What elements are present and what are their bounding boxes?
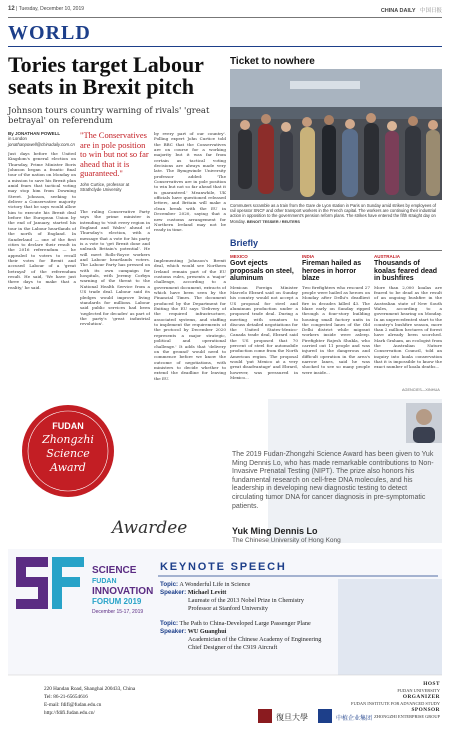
publication-name-cn: 中国日报 [419, 8, 442, 14]
speaker-2-desc-1: Academician of the Chinese Academy of Engineering [188, 636, 322, 643]
speaker-1-desc-1: Laureate of the 2013 Nobel Prize in Chemistry [188, 597, 304, 604]
section-rule [8, 46, 442, 47]
page-number: 12 [8, 6, 15, 12]
forum-address: 220 Handan Road, Shanghai 200433, China [44, 686, 136, 692]
byline [8, 131, 76, 147]
agency-credit: AGENCIES—XINHUA [402, 388, 440, 392]
brief-item [302, 254, 370, 375]
forum-hosts [351, 681, 440, 721]
photo-caption [230, 203, 442, 225]
award-logo-line3: Science [46, 447, 90, 460]
publication-name [381, 6, 442, 14]
keynote-title: KEYNOTE SPEECH [160, 561, 287, 573]
brief-region: INDIA [302, 254, 315, 259]
zhongzhi-logo-text: 中植企业集团 [336, 715, 373, 722]
topic-1-title: A Wonderful Life in Science [179, 581, 251, 588]
byline-email[interactable]: jonathanpowell@chinadaily.com.cn [8, 141, 75, 147]
host-label: HOST [423, 681, 440, 687]
forum-logo-icon [16, 557, 48, 609]
issue-date: Tuesday, December 10, 2019 [18, 6, 85, 12]
page-header [8, 6, 442, 16]
forum-logo-line1: SCIENCE [92, 565, 137, 576]
speaker-label: Speaker: [160, 628, 187, 635]
award-logo-line1: FUDAN [52, 421, 84, 431]
speaker-label: Speaker: [160, 589, 187, 596]
sponsor-label: SPONSOR [411, 707, 440, 714]
story-column-1: Just days before the United Kingdom's general election on Thursday, Prime Minister Boris Johnson began a frantic final tour of the nation on Monday on a mission to save his Brexit plan amid fears that tactical voting may stop him from Downing Street. Johnson, seeking to deliver a Conservative majority victory that he says would allow him to execute his Brexit deal before the European Union by the end of January, started his tour in the Labour heartlands of the north of England. In Sunderland — one of the first cities to declare their result in the 2016 referendum — he appealed to voters to recall their votes for Brexit and accused Labour of a 'great betrayal' of the referendum result. He said, 'We have just three days to make that a reality,' he said. [8, 151, 76, 290]
forum-logo-line2: FUDAN [92, 578, 117, 585]
divider-bar: | [16, 6, 19, 12]
organizer-label: ORGANIZER [402, 694, 440, 701]
brief-body: Mexican Foreign Minister Marcelo Ebrard said on Sunday his country would not accept a US proposal for steel and aluminum production under a proposed trade deal. During a meeting with senators to discuss detailed negotiations for the United States-Mexico-Canada trade deal, Ebrard said the US proposed that 70 percent of steel for automobile production come from the North American region. The proposal would 'put Mexico at a very great disadvantage' and Ebrard, however, was pressured in Mexico... [230, 284, 298, 380]
brief-headline: Govt ejects proposals on steel, aluminum [230, 260, 294, 283]
speaker-2-name: WU Guanghui [187, 628, 227, 635]
pull-quote [80, 131, 150, 192]
news-photo [230, 69, 442, 200]
speaker-1-desc-2: Professor at Stanford University [188, 605, 268, 612]
keynote-speaker-1 [160, 589, 226, 596]
forum-logo-line3: INNOVATION [92, 586, 154, 597]
story-deck: Johnson tours country warning of rivals' 'great betrayal' on referendum [8, 106, 210, 126]
brief-body: Two firefighters who rescued 27 people were hailed as heroes on Monday after Delhi's deadliest fire in decades killed 43. The blaze early on Sunday ripped through a four-story building housing small factory units in the congested lanes of the Old Delhi district while migrant workers inside were asleep. Firefighter Rajesh Shukla, who carried out 11 people and was injured in the dangerous and difficult operation in the area's narrow lanes, said he was shocked to see so many people were inside... [302, 284, 370, 375]
keynote-topic-2 [160, 620, 311, 627]
speaker-2-desc-2: Chief Designer of the C919 Aircraft [188, 644, 278, 651]
byline-place: in London [8, 136, 27, 142]
awardee-label: Awardee [112, 518, 188, 538]
byline-name: By JONATHAN POWELL [8, 131, 61, 136]
brief-region: AUSTRALIA [374, 254, 400, 259]
forum-dates: December 15-17, 2019 [92, 609, 144, 615]
brief-region: MEXICO [230, 254, 248, 259]
topic-label: Topic: [160, 581, 179, 588]
story-column-2: The ruling Conservative Party says the prime minister is intending to 'visit every region in England and Wales' ahead of Thursday's election, with a message that a vote for his party is a vote to 'get Brexit done and unleash Britain's potential'. He will meet Rolls-Royce workers and Labour heartlands voters. The Labour Party has pressed on with its own campaign for hospitals, with Jeremy Corbyn warning of the threat to the National Health Service from a US trade deal. Labour said its pledges would improve living standards for millions. Labour said public services had been 'neglected for decades' as part of the party's 'great industrial revolution'. [80, 209, 150, 327]
sponsor-name: ZHONGZHI ENTERPRISE GROUP [374, 714, 440, 720]
brief-item [374, 254, 442, 370]
publication-name-en: CHINA DAILY [380, 8, 416, 14]
photo-caption-text: Commuters scramble as a train from the Gare de Lyon station in Paris on Sunday amid strikes by employees of rail operator SNCF and other transport workers in the French capital. The workers are continuing their industrial action in opposition to the government's pension reform plans. The strikes have entered the fifth straight day on Monday. [230, 203, 437, 224]
brief-headline: Thousands of koalas feared dead in bushfires [374, 260, 438, 283]
awardee-affiliation: The Chinese University of Hong Kong [232, 537, 341, 544]
fudan-logo-text: 復旦大學 [276, 713, 308, 722]
award-description: The 2019 Fudan-Zhongzhi Science Award has been given to Yuk Ming Dennis Lo, who has made remarkable contributions to Non-Invasive Prenatal Testing (NIPT). The prize also honors his fundamental research on cell-free DNA molecules, and his leadership in developing new diagnostic testing to detect circulating tumor DNA for cancer diagnosis in pre-symptomatic patients. [232, 451, 434, 510]
topic-2-title: The Path to China-Developed Large Passenger Plane [179, 620, 311, 627]
organizer-name: FUDAN INSTITUTE FOR ADVANCED STUDY [351, 701, 440, 707]
briefly-title: Briefly [230, 238, 259, 248]
story-column-4: Implementing Johnson's Brexit deal, which would see Northern Ireland remain part of the EU customs rules, presents a 'major' challenge, according to a government document, extracts of which have been seen by the Financial Times. The document produced by the Department for Exiting the EU says 'Delivery of the required infrastructure, associated systems, and staffing to implement the requirements of the protocol by December 2020 represents a major strategic, political and operational challenge.' It adds that 'delivery on the ground' would need to commence before we know the outcome of negotiations, with ministers to decide whether to extend the deadline for leaving the EU. [154, 258, 226, 381]
awardee-name: Yuk Ming Dennis Lo [232, 526, 318, 536]
keynote-topic-1 [160, 581, 250, 588]
photo-heading: Ticket to nowhere [230, 56, 315, 67]
photo-credit: BENOIT TESSIER / REUTERS [246, 219, 300, 224]
award-logo-line2: Zhongzhi [42, 433, 94, 446]
section-title: WORLD [8, 22, 91, 44]
forum-website[interactable]: http://fdifi.fudan.edu.cn/ [44, 710, 95, 716]
speaker-1-name: Michael Levitt [187, 589, 227, 596]
station-crowd-photo [230, 69, 442, 200]
forum-email[interactable]: E-mail: fdifi@fudan.edu.cn [44, 702, 102, 708]
pull-quote-text: "The Conservatives are in pole position to win but not so far ahead that it is guaranteed." [80, 130, 149, 178]
fudan-logo-icon [258, 709, 272, 723]
brief-item [230, 254, 298, 380]
zhongzhi-logo-icon [318, 709, 332, 723]
story-headline: Tories target Labour seats in Brexit pitch [8, 52, 204, 99]
forum-contact [44, 685, 135, 717]
brief-body: More than 2,000 koalas are feared to be dead as the result of an ongoing bushfire in the Australian state of New South Wales, according to a government hearing on Monday. In an unprecedented start to the country's bushfire season, more than 2 million hectares of forest have already been scorched. Mark Graham, an ecologist from the Australian Nature Conservation Council, told an inquiry into koala conservation that it is impossible to know the exact number of koala deaths... [374, 284, 442, 370]
forum-tel: Tel: 86-21-65654616 [44, 694, 88, 700]
pull-quote-source: John Curtice, professor at Strathclyde University [80, 181, 130, 192]
keynote-speaker-2 [160, 628, 226, 635]
story-column-3: by every part of our country'. Polling expert John Curtice told the BBC that the Conservatives are on course for a working majority but it was far from certain as tactical voting decisions are always made very late. The Bymgwinde University professor added: 'The Conservatives are in pole position to win but not so far ahead that it is guaranteed.' Meanwhile, UK officials have questioned released letters, and Britain will make a clean break with the EU in December 2020, saying that a new customs arrangement for Northern Ireland may not be ready in time. [154, 131, 226, 233]
brief-headline: Fireman hailed as heroes in horror blaze [302, 260, 362, 283]
forum-logo-line4: FORUM 2019 [92, 597, 142, 606]
host-name: FUDAN UNIVERSITY [397, 688, 440, 693]
award-logo-line4: Award [50, 461, 86, 474]
briefly-rule [230, 250, 442, 251]
header-rule [8, 17, 442, 18]
topic-label: Topic: [160, 620, 179, 627]
